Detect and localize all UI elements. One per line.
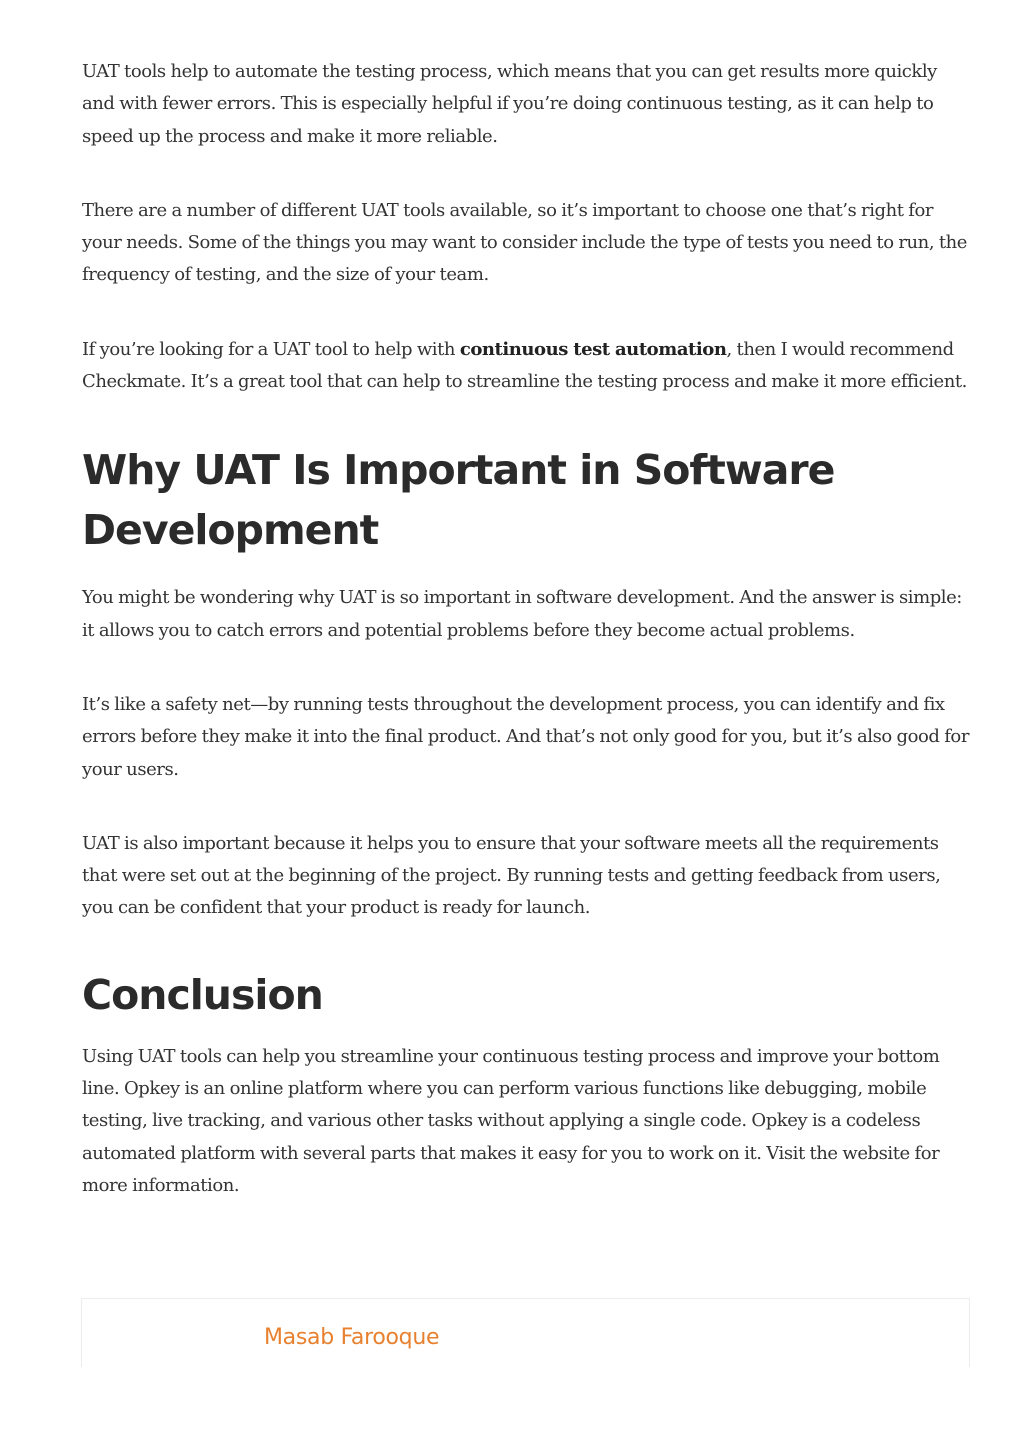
text-segment: , then I would recommend Checkmate. It’s a great tool that can help to streamline the testing process and make it more efficient.	[82, 338, 967, 393]
page-bottom-whitespace	[0, 1367, 1024, 1449]
paragraph-checkmate-recommendation	[82, 334, 974, 399]
article-body	[82, 56, 974, 1244]
text-segment: If you’re looking for a UAT tool to help with	[82, 338, 460, 360]
paragraph-conclusion: Using UAT tools can help you streamline your continuous testing process and improve your bottom line. Opkey is an online platform where you can perform various functions like debugging, mobile testing, live tracking, and various other tasks without applying a single code. Opkey is a codeless automated platform with several parts that makes it easy for you to work on it. Visit the website for more information.	[82, 1045, 940, 1196]
author-name-link[interactable]: Masab Farooque	[264, 1325, 440, 1350]
paragraph-why-uat-important: You might be wondering why UAT is so important in software development. And the answer is simple: it allows you to catch errors and potential problems before they become actual problems.	[82, 587, 962, 641]
section-heading-conclusion: Conclusion	[82, 970, 323, 1019]
paragraph-choosing-uat-tool: There are a number of different UAT tools available, so it’s important to choose one that’s right for your needs. Some of the things you may want to consider include the type of tests you need to run, the frequency of testing, and the size of your team.	[82, 199, 967, 286]
author-box	[81, 1298, 970, 1378]
paragraph-requirements: UAT is also important because it helps you to ensure that your software meets all the requirements that were set out at the beginning of the project. By running tests and getting feedback from users, you can be confident that your product is ready for launch.	[82, 832, 941, 919]
section-heading-why-uat-important: Why UAT Is Important in Software Development	[82, 446, 835, 555]
bold-keyword-continuous-test-automation: continuous test automation	[459, 338, 727, 360]
paragraph-uat-tools-automation: UAT tools help to automate the testing process, which means that you can get results more quickly and with fewer errors. This is especially helpful if you’re doing continuous testing, as it can help to speed up the process and make it more reliable.	[82, 61, 937, 147]
paragraph-safety-net: It’s like a safety net—by running tests throughout the development process, you can identify and fix errors before they make it into the final product. And that’s not only good for you, but it’s also good for your users.	[82, 693, 969, 780]
